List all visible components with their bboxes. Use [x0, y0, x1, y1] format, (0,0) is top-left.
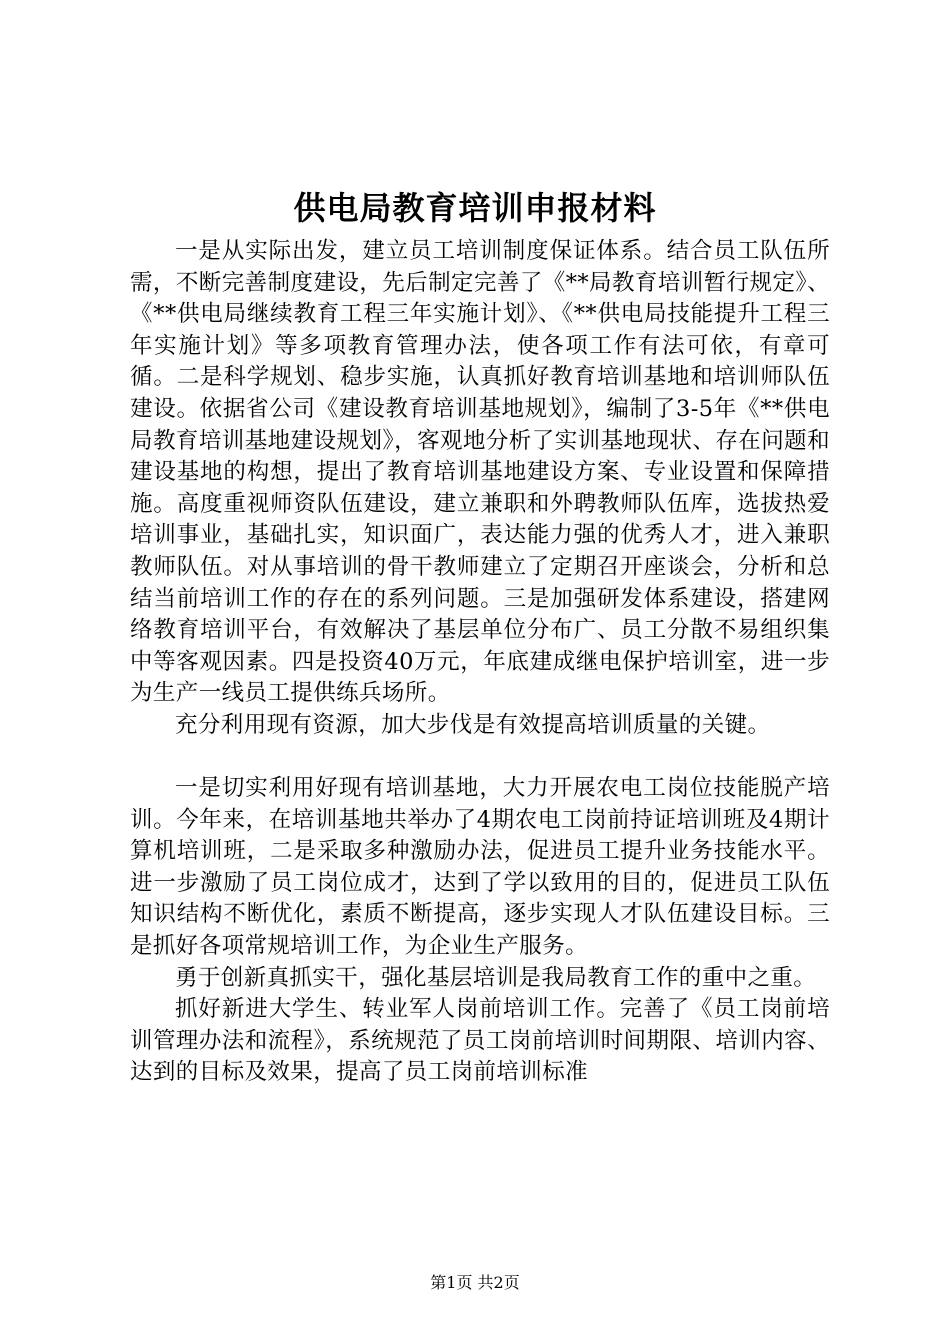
paragraph-4: 勇于创新真抓实干，强化基层培训是我局教育工作的重中之重。	[175, 964, 817, 991]
paragraph-5: 抓好新进大学生、转业军人岗前培训工作。完善了《员工岗前培训管理办法和流程》，系统规范了员工岗前培训时间期限、培训内容、达到的目标及效果，提高了员工岗前培训标准	[130, 996, 830, 1086]
page-number-footer: 第1页 共2页	[430, 1273, 520, 1292]
document-body	[130, 236, 830, 1089]
paragraph-2: 充分利用现有资源，加大步伐是有效提高培训质量的关键。	[175, 711, 771, 738]
paragraph-1: 一是从实际出发，建立员工培训制度保证体系。结合员工队伍所需，不断完善制度建设，先后制定完善了《**局教育培训暂行规定》、《**供电局继续教育工程三年实施计划》、《**供电局技能提升工程三年实施计划》等多项教育管理办法，使各项工作有法可依，有章可循。二是科学规划、稳步实施，认真抓好教育培训基地和培训师队伍建设。依据省公司《建设教育培训基地规划》，编制了3-5年《**供电局教育培训基地建设规划》，客观地分析了实训基地现状、存在问题和建设基地的构想，提出了教育培训基地建设方案、专业设置和保障措施。高度重视师资队伍建设，建立兼职和外聘教师队伍库，选拔热爱培训事业，基础扎实，知识面广，表达能力强的优秀人才，进入兼职教师队伍。对从事培训的骨干教师建立了定期召开座谈会，分析和总结当前培训工作的存在的系列问题。三是加强研发体系建设，搭建网络教育培训平台，有效解决了基层单位分布广、员工分散不易组织集中等客观因素。四是投资40万元，年底建成继电保护培训室，进一步为生产一线员工提供练兵场所。	[130, 238, 830, 707]
document-title: 供电局教育培训申报材料	[293, 189, 657, 227]
paragraph-3: 一是切实利用好现有培训基地，大力开展农电工岗位技能脱产培训。今年来，在培训基地共举办了4期农电工岗前持证培训班及4期计算机培训班，二是采取多种激励办法，促进员工提升业务技能水平。进一步激励了员工岗位成才，达到了学以致用的目的，促进员工队伍知识结构不断优化，素质不断提高，逐步实现人才队伍建设目标。三是抓好各项常规培训工作，为企业生产服务。	[130, 775, 830, 960]
